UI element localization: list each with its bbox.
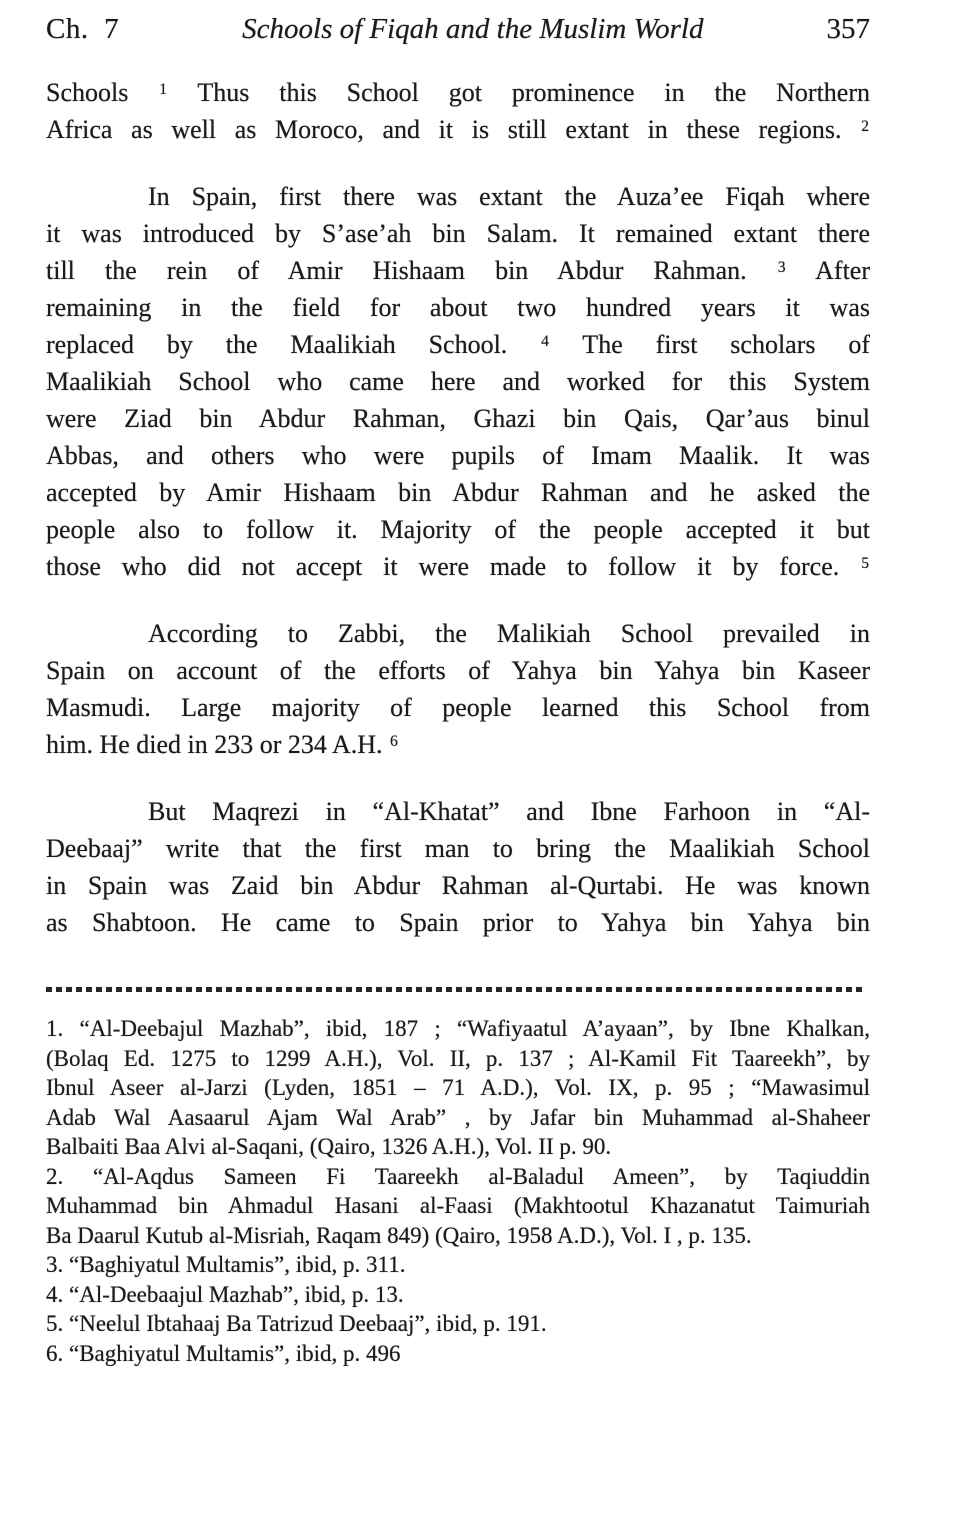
page-header — [46, 8, 870, 50]
footnote-ref: 2 — [861, 117, 869, 135]
footnote-separator — [46, 987, 864, 992]
footnote-ref: 3 — [777, 258, 786, 276]
text-line: Adab Wal Aasaarul Ajam Wal Arab” , by Jafar bin Muhammad al-Shaheer — [46, 1104, 870, 1130]
text-line: Muhammad bin Ahmadul Hasani al-Faasi (Makhtootul Khazanatut Taimuriah — [46, 1193, 870, 1218]
text-line: accepted by Amir Hishaam bin Abdur Rahman and he asked the — [46, 478, 870, 507]
footnote-item — [46, 1014, 870, 1162]
paragraph — [46, 793, 870, 941]
paragraph — [46, 178, 870, 585]
text-line: 4. “Al-Deebaajul Mazhab”, ibid, p. 13. — [46, 1281, 404, 1307]
footnote-item — [46, 1162, 870, 1251]
text-line: 1. “Al-Deebajul Mazhab”, ibid, 187 ; “Wafiyaatul A’ayaan”, by Ibne Khalkan, — [46, 1016, 870, 1041]
text-line: as Shabtoon. He came to Spain prior to Yahya bin Yahya bin — [46, 908, 870, 937]
text-line: people also to follow it. Majority of the people accepted it but — [46, 515, 870, 544]
text-line: replaced by the Maalikiah School. $^4$ The first scholars of — [46, 330, 870, 359]
footnote-item — [46, 1339, 870, 1369]
text-line: But Maqrezi in “Al-Khatat” and Ibne Farhoon in “Al- — [148, 797, 870, 826]
text-line: till the rein of Amir Hishaam bin Abdur Rahman. $^3$ After — [46, 256, 870, 285]
text-line: In Spain, first there was extant the Auza’ee Fiqah where — [148, 182, 870, 211]
text-line: Balbaiti Baa Alvi al-Saqani, (Qairo, 1326 A.H.), Vol. II p. 90. — [46, 1134, 612, 1159]
text-line: 5. “Neelul Ibtahaaj Ba Tatrizud Deebaaj”, ibid, p. 191. — [46, 1311, 547, 1336]
running-title: Schools of Fiqah and the Muslim World — [242, 13, 704, 45]
footnote-item — [46, 1250, 870, 1280]
chapter-label: Ch. 7 — [46, 13, 120, 45]
footnote-item — [46, 1280, 870, 1310]
text-line: those who did not accept it were made to follow it by force. $^5$ — [46, 552, 869, 581]
text-line: According to Zabbi, the Malikiah School prevailed in — [148, 619, 870, 648]
footnote-item — [46, 1309, 870, 1339]
page-number: 357 — [826, 13, 870, 45]
body-text — [46, 74, 870, 941]
text-line: 2. “Al-Aqdus Sameen Fi Taareekh al-Baladul Ameen”, by Taqiuddin — [46, 1163, 870, 1189]
text-line: Maalikiah School who came here and worked for this System — [46, 367, 870, 396]
text-line: him. He died in 233 or 234 A.H. $^6$ — [46, 730, 398, 759]
text-line: Spain on account of the efforts of Yahya bin Yahya bin Kaseer — [46, 656, 870, 685]
footnote-ref: 4 — [541, 332, 549, 350]
footnote-ref: 5 — [861, 554, 869, 572]
text-line: remaining in the field for about two hundred years it was — [46, 293, 870, 322]
footnotes-section — [46, 1014, 870, 1368]
text-line: 3. “Baghiyatul Multamis”, ibid, p. 311. — [46, 1252, 406, 1277]
text-line: (Bolaq Ed. 1275 to 1299 A.H.), Vol. II, p. 137 ; Al-Kamil Fit Taareekh”, by — [46, 1045, 870, 1071]
text-line: Deebaaj” write that the first man to bring the Maalikiah School — [46, 834, 870, 863]
paragraph — [46, 74, 870, 148]
text-line: Ibnul Aseer al-Jarzi (Lyden, 1851 – 71 A.D.), Vol. IX, p. 95 ; “Mawasimul — [46, 1075, 870, 1100]
text-line: Africa as well as Moroco, and it is still extant in these regions. $^2$ — [46, 115, 869, 144]
text-line: it was introduced by S’ase’ah bin Salam. It remained extant there — [46, 219, 870, 248]
text-line: in Spain was Zaid bin Abdur Rahman al-Qurtabi. He was known — [46, 871, 870, 900]
paragraph — [46, 615, 870, 763]
text-line: Abbas, and others who were pupils of Imam Maalik. It was — [46, 441, 870, 470]
text-line: Ba Daarul Kutub al-Misriah, Raqam 849) (Qairo, 1958 A.D.), Vol. I , p. 135. — [46, 1222, 752, 1248]
text-line: Schools $^1$ Thus this School got prominence in the Northern — [46, 78, 870, 107]
text-line: 6. “Baghiyatul Multamis”, ibid, p. 496 — [46, 1340, 401, 1366]
footnote-ref: 1 — [159, 80, 167, 98]
text-line: were Ziad bin Abdur Rahman, Ghazi bin Qais, Qar’aus binul — [46, 404, 870, 433]
footnote-ref: 6 — [390, 732, 398, 750]
text-line: Masmudi. Large majority of people learned this School from — [46, 693, 870, 722]
